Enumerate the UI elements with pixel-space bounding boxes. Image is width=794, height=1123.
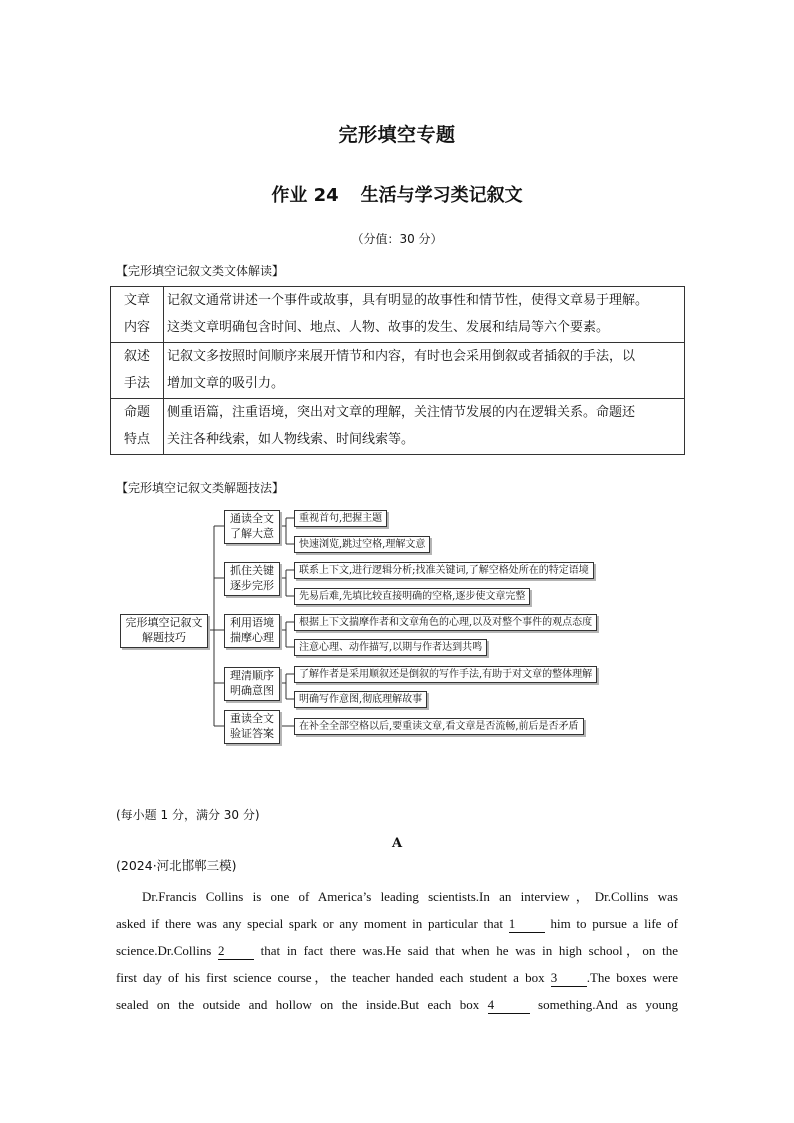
row-content: 记叙文通常讲述一个事件或故事，具有明显的故事性和情节性，使得文章易于理解。 这类文章明确包含时间、地点、人物、故事的发生、发展和结局等六个要素。 — [164, 287, 685, 343]
leaf-item: 联系上下文,进行逻辑分析;找准关键词,了解空格处所在的特定语境 — [294, 562, 594, 579]
leaf-item: 根据上下文揣摩作者和文章角色的心理,以及对整个事件的观点态度 — [294, 614, 597, 631]
row-content: 侧重语篇，注重语境，突出对文章的理解，关注情节发展的内在逻辑关系。命题还 关注各种线索，如人物线索、时间线索等。 — [164, 399, 685, 455]
passage-line: first day of his first science course，the teacher handed each student a box 3 .The boxes were — [116, 970, 678, 985]
scoring-note: (每小题 1 分，满分 30 分) — [116, 808, 260, 822]
section-heading-genre: 【完形填空记叙文类文体解读】 — [116, 264, 285, 278]
blank-3[interactable]: 3 — [551, 970, 587, 987]
table-row — [111, 399, 685, 455]
passage-line: Dr.Francis Collins is one of America’s leading scientists.In an interview，Dr.Collins was — [142, 889, 678, 904]
row-content: 记叙文多按照时间顺序来展开情节和内容，有时也会采用倒叙或者插叙的手法，以 增加文章的吸引力。 — [164, 343, 685, 399]
leaf-item: 明确写作意图,彻底理解故事 — [294, 691, 427, 708]
branch-read-through: 通读全文 了解大意 — [224, 510, 280, 544]
branch-sequence: 理清顺序 明确意图 — [224, 667, 280, 701]
genre-table — [110, 286, 685, 455]
leaf-item: 快速浏览,跳过空格,理解文意 — [294, 536, 430, 553]
row-label: 叙述 手法 — [111, 343, 164, 399]
assignment-title — [0, 181, 794, 207]
assignment-topic: 生活与学习类记叙文 — [360, 185, 523, 206]
passage-label: A — [391, 836, 403, 851]
branch-reread: 重读全文 验证答案 — [224, 710, 280, 744]
branch-key-points: 抓住关键 逐步完形 — [224, 562, 280, 596]
passage-source: (2024·河北邯郸三模) — [116, 858, 237, 873]
passage-line: asked if there was any special spark or any moment in particular that 1 him to pursue a life of — [116, 916, 678, 931]
blank-2[interactable]: 2 — [218, 943, 254, 960]
passage-text — [116, 883, 678, 1018]
blank-1[interactable]: 1 — [509, 916, 545, 933]
leaf-item: 重视首句,把握主题 — [294, 510, 387, 527]
section-heading-techniques: 【完形填空记叙文类解题技法】 — [116, 481, 285, 495]
techniques-mindmap — [118, 504, 678, 754]
leaf-item: 了解作者是采用顺叙还是倒叙的写作手法,有助于对文章的整体理解 — [294, 666, 597, 683]
passage-line: sealed on the outside and hollow on the inside.But each box 4 something.And as young — [116, 997, 678, 1012]
branch-context: 利用语境 揣摩心理 — [224, 614, 280, 648]
score-label: （分值：30 分） — [351, 232, 443, 246]
leaf-item: 先易后难,先填比较直接明确的空格,逐步使文章完整 — [294, 588, 530, 605]
assignment-number: 作业 24 — [271, 185, 339, 206]
row-label: 文章 内容 — [111, 287, 164, 343]
leaf-item: 在补全全部空格以后,要重读文章,看文章是否流畅,前后是否矛盾 — [294, 718, 584, 735]
mindmap-root: 完形填空记叙文 解题技巧 — [120, 614, 208, 648]
leaf-item: 注意心理、动作描写,以期与作者达到共鸣 — [294, 639, 487, 656]
passage-line: science.Dr.Collins 2 that in fact there was.He said that when he was in high school，on the — [116, 943, 678, 958]
row-label: 命题 特点 — [111, 399, 164, 455]
table-row — [111, 343, 685, 399]
blank-4[interactable]: 4 — [488, 997, 530, 1014]
table-row — [111, 287, 685, 343]
main-title: 完形填空专题 — [338, 124, 456, 146]
